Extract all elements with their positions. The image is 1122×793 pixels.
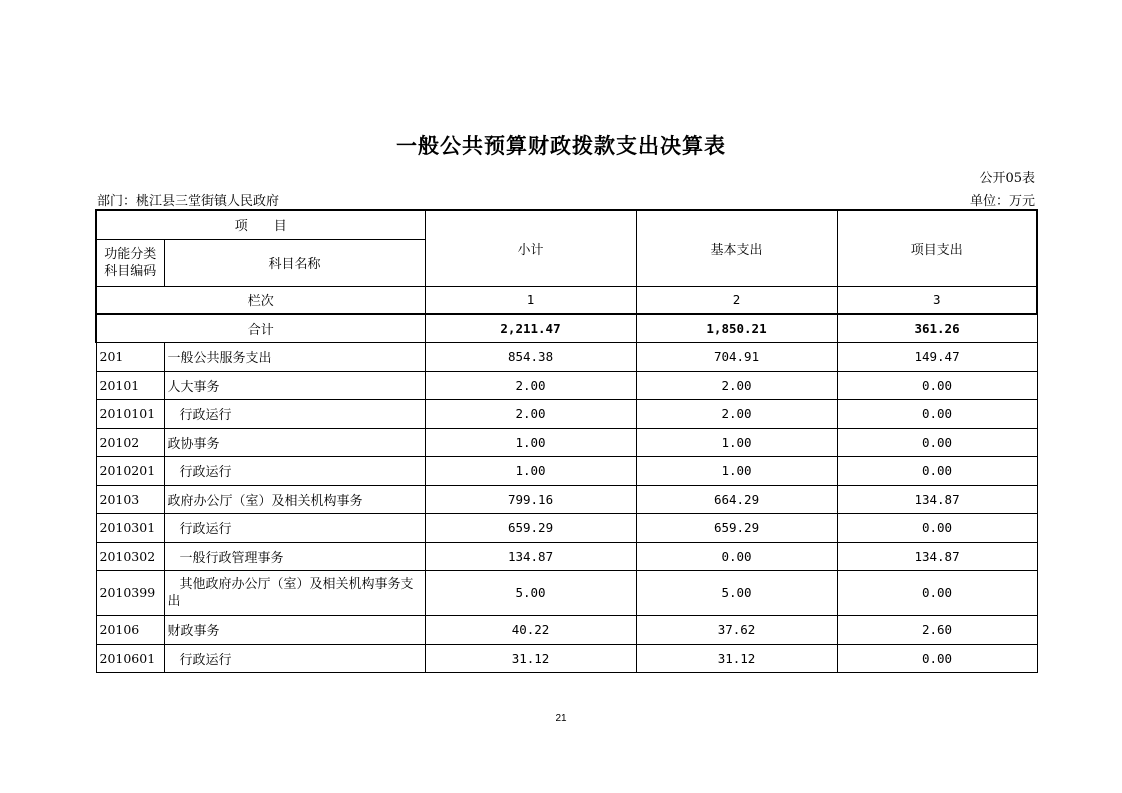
row-code: 2010601 xyxy=(96,644,164,672)
header-name: 科目名称 xyxy=(164,239,425,286)
table-row xyxy=(96,570,1037,615)
header-col3: 3 xyxy=(837,286,1037,314)
row-basic: 2.00 xyxy=(636,399,837,428)
row-name: 行政运行 xyxy=(164,644,425,672)
row-project: 149.47 xyxy=(837,342,1037,371)
row-project: 134.87 xyxy=(837,485,1037,513)
header-row-label: 栏次 xyxy=(96,286,425,314)
row-subtotal: 2.00 xyxy=(425,399,636,428)
row-basic: 1.00 xyxy=(636,428,837,456)
row-subtotal: 134.87 xyxy=(425,542,636,570)
department-label: 部门：桃江县三堂街镇人民政府 xyxy=(97,194,280,209)
row-basic: 659.29 xyxy=(636,513,837,542)
row-code: 20106 xyxy=(96,615,164,644)
total-subtotal: 2,211.47 xyxy=(425,314,636,342)
row-project: 134.87 xyxy=(837,542,1037,570)
table-row xyxy=(96,644,1037,672)
row-code: 2010101 xyxy=(96,399,164,428)
table-row xyxy=(96,342,1037,371)
row-basic: 0.00 xyxy=(636,542,837,570)
row-name: 行政运行 xyxy=(164,513,425,542)
header-item: 项 目 xyxy=(96,210,425,239)
row-code: 20101 xyxy=(96,371,164,399)
row-subtotal: 659.29 xyxy=(425,513,636,542)
row-basic: 5.00 xyxy=(636,570,837,615)
row-subtotal: 31.12 xyxy=(425,644,636,672)
table-row xyxy=(96,399,1037,428)
row-project: 0.00 xyxy=(837,570,1037,615)
row-basic: 664.29 xyxy=(636,485,837,513)
row-basic: 2.00 xyxy=(636,371,837,399)
row-name: 行政运行 xyxy=(164,399,425,428)
row-code: 2010301 xyxy=(96,513,164,542)
row-subtotal: 854.38 xyxy=(425,342,636,371)
row-subtotal: 40.22 xyxy=(425,615,636,644)
header-col1: 1 xyxy=(425,286,636,314)
table-row xyxy=(96,513,1037,542)
expenditure-table xyxy=(95,209,1038,673)
row-code: 2010399 xyxy=(96,570,164,615)
row-name: 人大事务 xyxy=(164,371,425,399)
row-basic: 704.91 xyxy=(636,342,837,371)
row-project: 0.00 xyxy=(837,456,1037,485)
row-project: 0.00 xyxy=(837,644,1037,672)
row-name: 行政运行 xyxy=(164,456,425,485)
row-name: 政府办公厅（室）及相关机构事务 xyxy=(164,485,425,513)
row-subtotal: 799.16 xyxy=(425,485,636,513)
table-row xyxy=(96,428,1037,456)
row-subtotal: 5.00 xyxy=(425,570,636,615)
row-code: 20102 xyxy=(96,428,164,456)
row-project: 0.00 xyxy=(837,371,1037,399)
row-name: 政协事务 xyxy=(164,428,425,456)
total-project: 361.26 xyxy=(837,314,1037,342)
total-label: 合计 xyxy=(96,314,425,342)
row-basic: 37.62 xyxy=(636,615,837,644)
row-basic: 31.12 xyxy=(636,644,837,672)
row-project: 2.60 xyxy=(837,615,1037,644)
table-row xyxy=(96,615,1037,644)
table-row xyxy=(96,542,1037,570)
row-project: 0.00 xyxy=(837,399,1037,428)
row-name: 一般公共服务支出 xyxy=(164,342,425,371)
header-col2: 2 xyxy=(636,286,837,314)
row-subtotal: 1.00 xyxy=(425,456,636,485)
row-name: 其他政府办公厅（室）及相关机构事务支出 xyxy=(164,570,425,615)
unit-label: 单位：万元 xyxy=(969,194,1035,209)
row-project: 0.00 xyxy=(837,513,1037,542)
row-basic: 1.00 xyxy=(636,456,837,485)
row-code: 20103 xyxy=(96,485,164,513)
row-code: 201 xyxy=(96,342,164,371)
table-row xyxy=(96,456,1037,485)
row-subtotal: 2.00 xyxy=(425,371,636,399)
table-row xyxy=(96,371,1037,399)
row-subtotal: 1.00 xyxy=(425,428,636,456)
row-project: 0.00 xyxy=(837,428,1037,456)
header-basic: 基本支出 xyxy=(636,210,837,286)
page-title: 一般公共预算财政拨款支出决算表 xyxy=(396,133,726,158)
row-name: 一般行政管理事务 xyxy=(164,542,425,570)
header-project: 项目支出 xyxy=(837,210,1037,286)
row-code: 2010302 xyxy=(96,542,164,570)
header-subtotal: 小计 xyxy=(425,210,636,286)
row-name: 财政事务 xyxy=(164,615,425,644)
table-row xyxy=(96,485,1037,513)
total-basic: 1,850.21 xyxy=(636,314,837,342)
row-code: 2010201 xyxy=(96,456,164,485)
page-number: 21 xyxy=(555,713,567,724)
form-number: 公开05表 xyxy=(979,171,1035,186)
header-code: 功能分类科目编码 xyxy=(96,239,164,286)
